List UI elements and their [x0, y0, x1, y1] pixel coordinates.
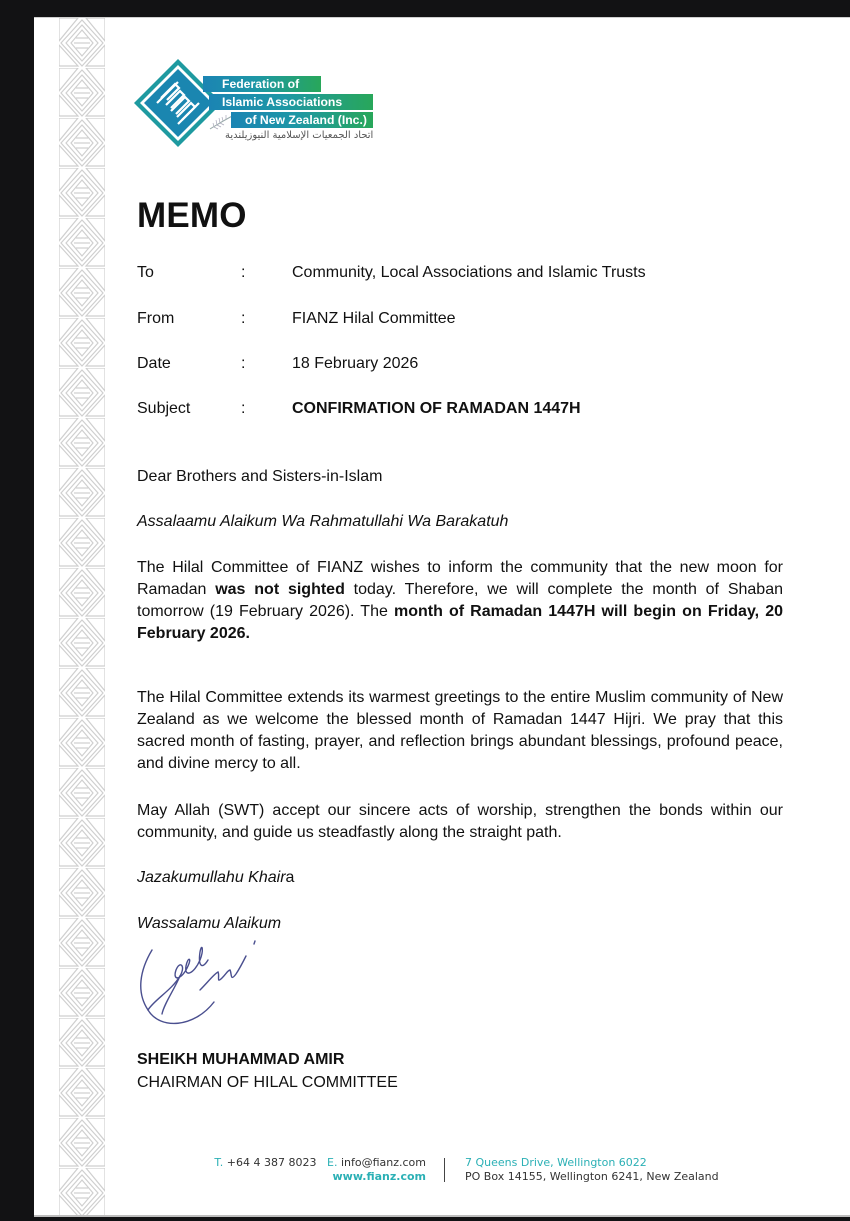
paragraph-announcement: [137, 557, 783, 645]
meta-colon: :: [241, 400, 246, 417]
footer-divider: [444, 1158, 445, 1182]
closing-wassalamu: Wassalamu Alaikum: [137, 915, 282, 932]
meta-value: FIANZ Hilal Committee: [292, 310, 456, 327]
footer-address: [465, 1156, 719, 1184]
islamic-greeting: Assalaamu Alaikum Wa Rahmatullahi Wa Barakatuh: [137, 513, 509, 530]
meta-value: Community, Local Associations and Islamic Trusts: [292, 264, 646, 281]
meta-colon: :: [241, 264, 246, 281]
meta-value-subject: CONFIRMATION OF RAMADAN 1447H: [292, 400, 581, 417]
fianz-logo: [133, 58, 393, 153]
paragraph-greetings: The Hilal Committee extends its warmest greetings to the entire Muslim community of New Zealand as we welcome the blessed month of Ramadan 1447 Hijri. We pray that this sacred month of fasting, prayer, and reflection brings abundant blessings, profound peace, and divine mercy to all.: [137, 689, 783, 772]
logo-line-1: Federation of: [203, 76, 321, 92]
closing-jazakumullahu: [137, 867, 783, 889]
phone-label: T.: [214, 1156, 224, 1169]
email-label: E.: [327, 1156, 338, 1169]
logo-arabic-text: اتحاد الجمعيات الإسلامية النيوزيلندية: [225, 130, 374, 141]
email-link[interactable]: info@fianz.com: [340, 1156, 426, 1169]
diamond-border-pattern-icon: [59, 18, 105, 1217]
meta-label: To: [137, 264, 154, 281]
street-address: 7 Queens Drive, Wellington 6022: [465, 1156, 647, 1169]
website-link[interactable]: www.fianz.com: [332, 1170, 426, 1183]
meta-label: From: [137, 310, 175, 327]
meta-label: Subject: [137, 400, 191, 417]
signer-name: SHEIKH MUHAMMAD AMIR: [137, 1051, 345, 1068]
page-bottom-edge: [34, 1215, 850, 1217]
meta-value: 18 February 2026: [292, 355, 419, 372]
signature-icon: [134, 930, 274, 1035]
logo-line-3: of New Zealand (Inc.): [231, 112, 373, 128]
phone-number[interactable]: +64 4 387 8023: [226, 1156, 317, 1169]
signer-title: CHAIRMAN OF HILAL COMMITTEE: [137, 1074, 398, 1091]
meta-colon: :: [241, 310, 246, 327]
p1-emphasis-not-sighted: was not sighted: [215, 581, 345, 598]
closing-italic: Jazakumullahu Khair: [137, 869, 286, 886]
memo-page: [34, 17, 850, 1216]
footer-contact: [210, 1156, 426, 1184]
postal-address: PO Box 14155, Wellington 6241, New Zealand: [465, 1170, 719, 1183]
p1-text: today. Therefore, we will complete the month of Shaban tomorrow (19 February 2026). The: [137, 581, 783, 620]
paragraph-prayer: May Allah (SWT) accept our sincere acts of worship, strengthen the bonds within our community, and guide us steadfastly along the straight path.: [137, 802, 783, 841]
memo-title: MEMO: [137, 196, 247, 235]
meta-colon: :: [241, 355, 246, 372]
p1-emphasis-start-date: month of Ramadan 1447H will begin on Friday, 20 February 2026.: [137, 603, 783, 642]
p1-text: The Hilal Committee of FIANZ wishes to inform the community that the new moon for Ramadan: [137, 559, 783, 598]
meta-label: Date: [137, 355, 171, 372]
closing-tail: a: [285, 869, 295, 886]
salutation: Dear Brothers and Sisters-in-Islam: [137, 468, 383, 485]
logo-line-2: Islamic Associations: [209, 94, 373, 110]
